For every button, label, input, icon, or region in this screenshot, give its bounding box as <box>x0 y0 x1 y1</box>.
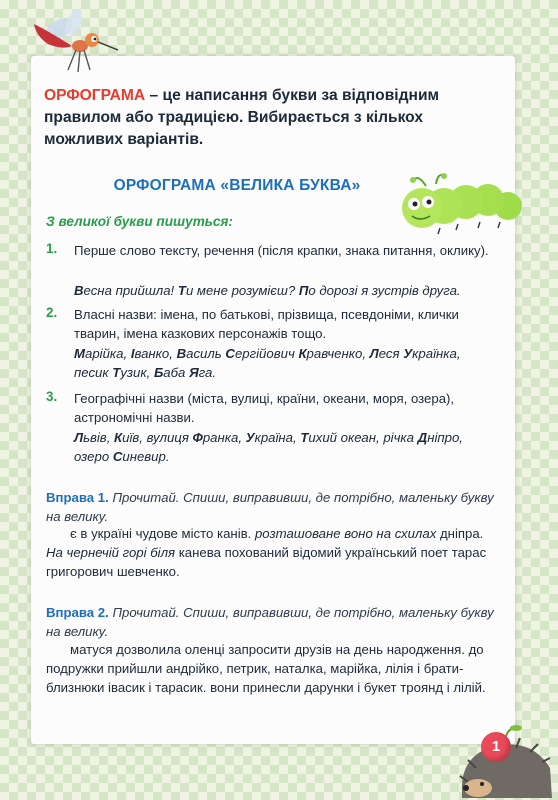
exercise-1-title <box>46 488 496 526</box>
exercise-label: Вправа 2. <box>46 605 109 620</box>
rule-example: Марійка, Іванко, Василь Сергійович Кравченко, Леся Українка, песик Тузик, Баба Яга. <box>74 346 461 380</box>
exercise-2-body: матуся дозволила оленці запросити друзів на день народження. до подружки прийшли андрійко, петрик, наталка, марійка, лілія і брати-близнюки івасик і тарасик. вони принесли дарунки і букет троянд і лілій. <box>46 642 486 695</box>
exercise-instruction: Прочитай. Спиши, виправивши, де потрібно, маленьку букву на велику. <box>46 605 494 639</box>
definition-keyword: ОРФОГРАМА <box>44 87 146 104</box>
exercise-instruction: Прочитай. Спиши, виправивши, де потрібно, маленьку букву на велику. <box>46 490 494 524</box>
exercise-1-body: є в україні чудове місто канів. розташоване воно на схилах дніпра. На чернечій горі біля канева похований відомий український поет тарас григорович шевченко. <box>46 526 487 579</box>
section-title: ОРФОГРАМА «ВЕЛИКА БУКВА» <box>113 177 361 194</box>
rule-number: 3. <box>46 389 58 404</box>
rule-text: Власні назви: імена, по батькові, прізвища, псевдоніми, клички тварин, імена казкових персонажів тощо. <box>74 307 459 341</box>
rule-example: Львів, Київ, вулиця Франка, Україна, Тихий океан, річка Дніпро, озеро Синевир. <box>74 430 463 464</box>
section-subtitle: З великої букви пишуться: <box>46 214 233 229</box>
mosquito-icon <box>28 4 120 74</box>
caterpillar-icon <box>396 172 534 242</box>
exercise-2-title <box>46 603 496 641</box>
page-number-badge: 1 <box>481 732 511 762</box>
rule-number: 2. <box>46 305 58 320</box>
exercise-label: Вправа 1. <box>46 490 109 505</box>
definition-paragraph <box>44 85 494 151</box>
rule-text: Географічні назви (міста, вулиці, країни, океани, моря, озера), астрономічні назви. <box>74 391 455 425</box>
definition-text: – це написання букви за відповідним правилом або традицією. Вибирається з кількох можливих варіантів. <box>44 87 440 148</box>
rule-text: Перше слово тексту, речення (після крапки, знака питання, оклику). <box>74 243 489 258</box>
rule-number: 1. <box>46 241 58 256</box>
rule-example: Весна прийшла! Ти мене розумієш? По дорозі я зустрів друга. <box>74 283 461 298</box>
